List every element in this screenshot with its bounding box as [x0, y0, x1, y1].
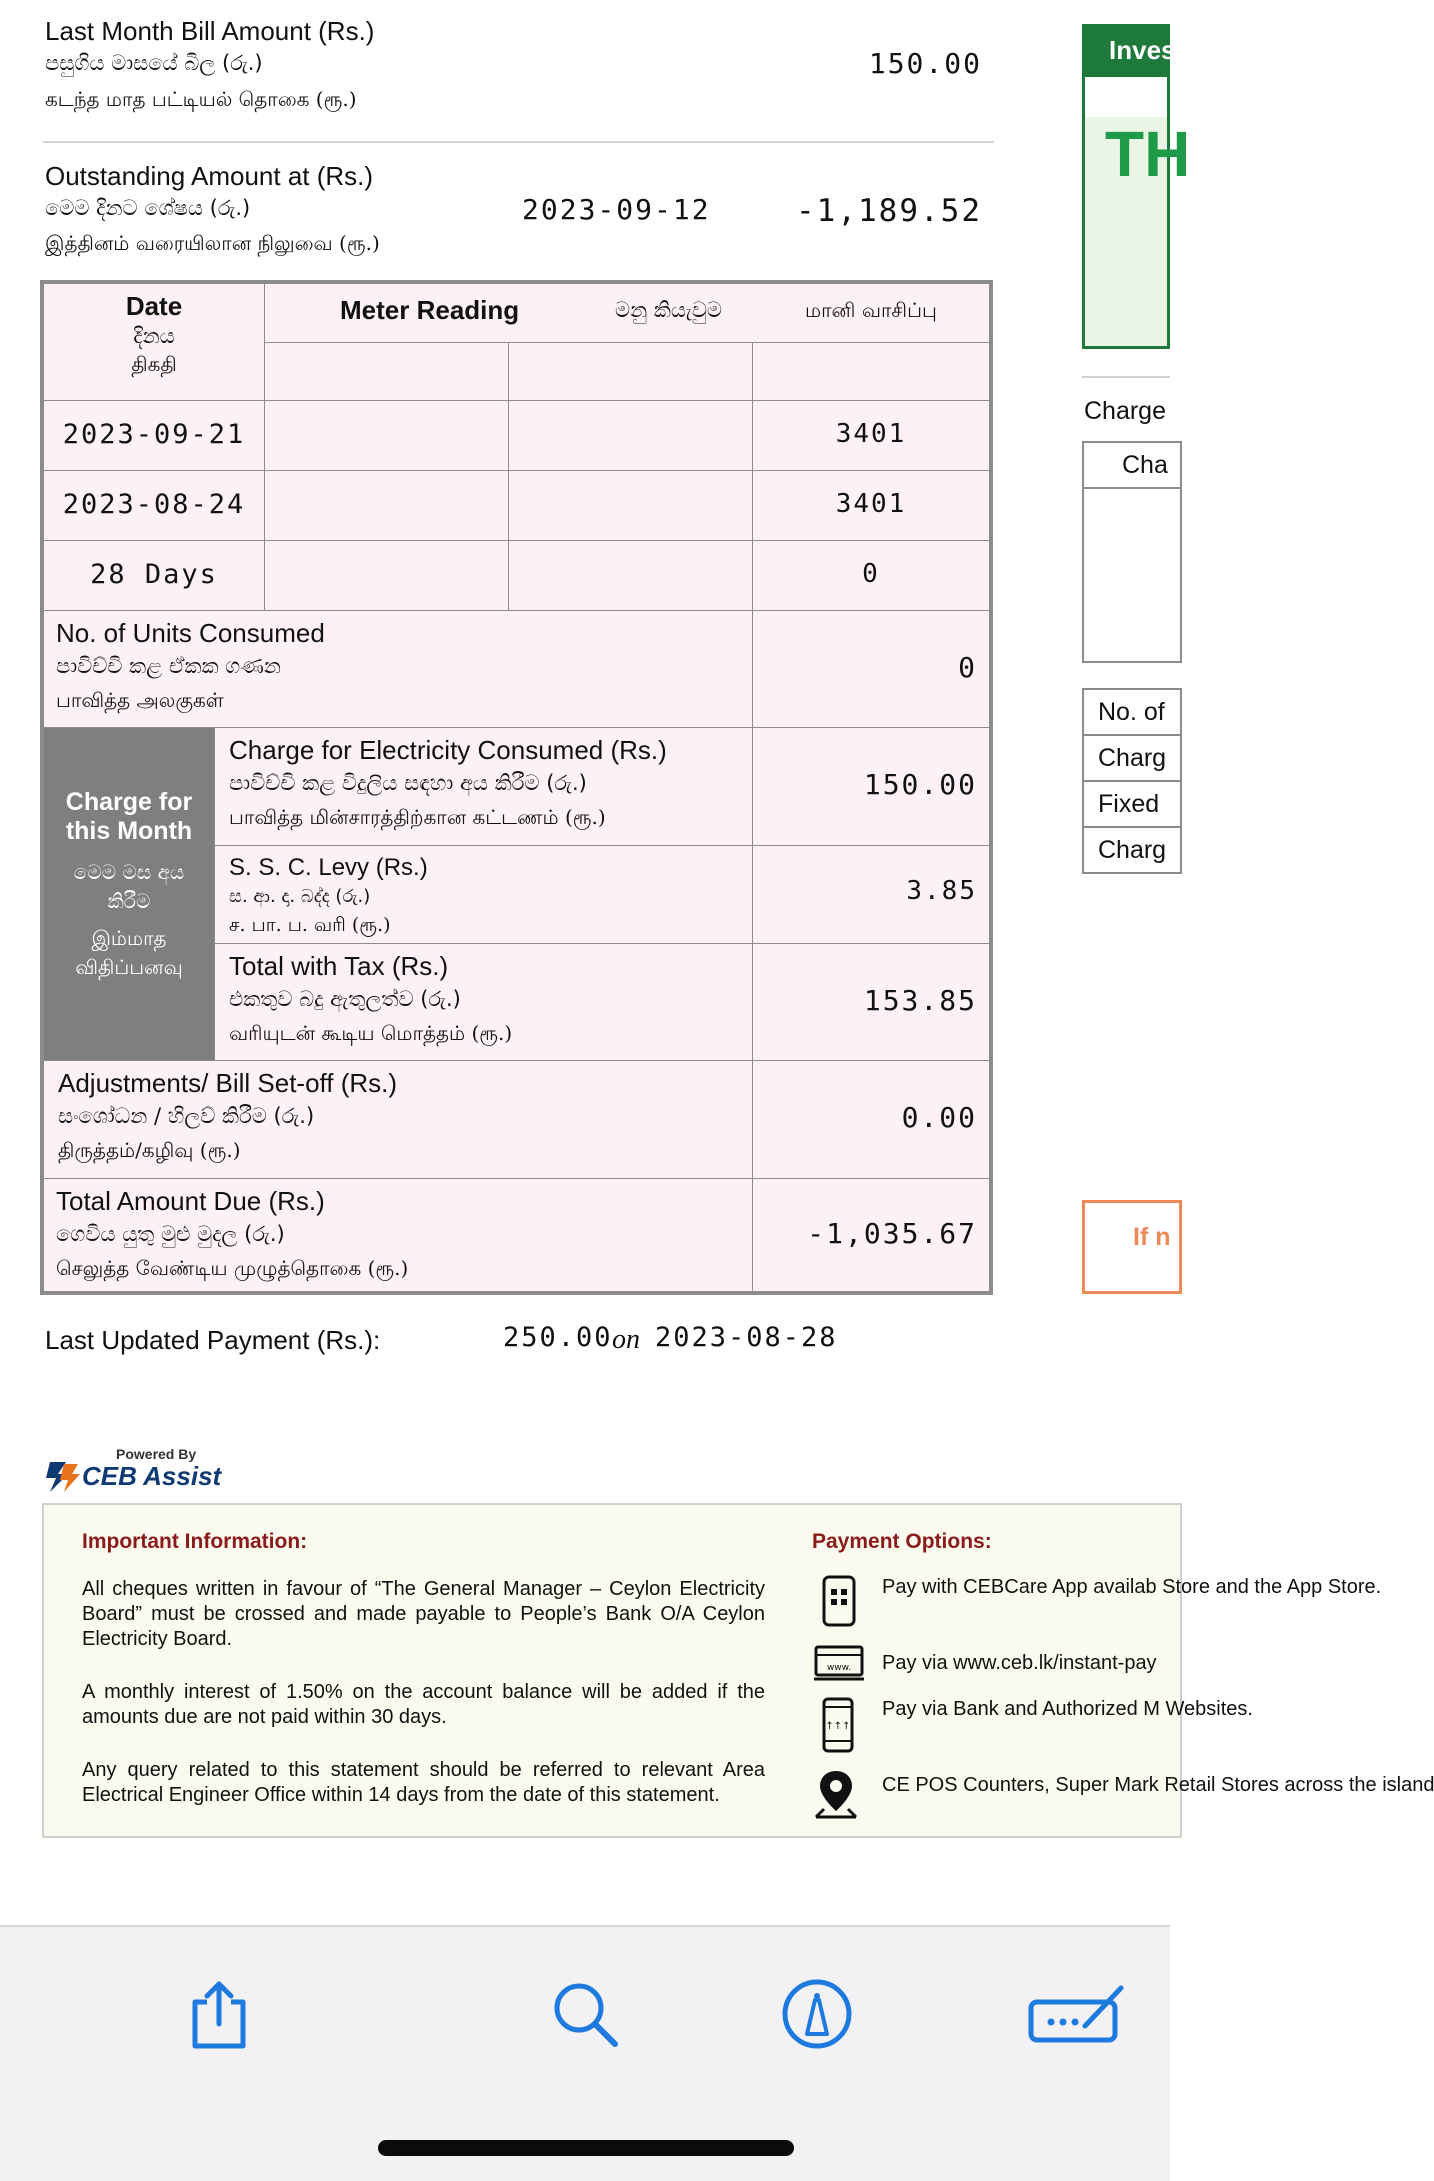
outstanding-date: 2023-09-12 — [522, 193, 711, 226]
outstanding-label-ta: இத்தினம் வரையிலான நிலுவை (ரூ.) — [45, 231, 380, 255]
info-panel — [42, 1503, 1434, 1838]
levy-label-cell — [214, 845, 753, 944]
meter-header-en: Meter Reading — [340, 295, 520, 325]
outstanding-label-en: Outstanding Amount at (Rs.) — [45, 161, 374, 191]
payment-option-text: Pay with CEBCare App availab Store and the App Store. — [882, 1576, 1382, 1598]
summary-row: Fixed — [1084, 782, 1180, 828]
last-payment-label: Last Updated Payment (Rs.): — [45, 1325, 381, 1355]
phone-banking-icon — [822, 1697, 854, 1753]
total-tax-value-cell — [752, 943, 990, 1061]
home-indicator[interactable] — [378, 2140, 794, 2156]
reading-days: 28 Days — [90, 559, 218, 590]
total-tax-label-ta: வரியுடன் கூடிய மொத்தம் (ரூ.) — [229, 1021, 513, 1045]
mobile-app-icon — [822, 1575, 856, 1627]
last-payment-on: on — [612, 1324, 640, 1355]
important-paragraph: A monthly interest of 1.50% on the account balance will be added if the amounts due are not paid within 30 days. — [82, 1681, 765, 1728]
last-month-value: 150.00 — [868, 47, 982, 80]
total-tax-label-en: Total with Tax (Rs.) — [229, 951, 449, 981]
meter-subcell — [508, 342, 753, 401]
important-paragraph: Any query related to this statement should be referred to relevant Area Electrical Engineer Office within 14 days from the date of this statement. — [82, 1759, 765, 1806]
divider — [43, 141, 994, 143]
reading-cell — [752, 400, 990, 471]
meter-header-cell — [264, 283, 990, 343]
empty-cell — [508, 400, 753, 471]
charges-summary-box — [1082, 688, 1182, 874]
payment-option-text: Pay via www.ceb.lk/instant-pay — [882, 1652, 1157, 1674]
adjustments-label-en: Adjustments/ Bill Set-off (Rs.) — [58, 1068, 398, 1098]
bottom-toolbar — [0, 1925, 1170, 2181]
banner-big-text: TH — [1105, 118, 1191, 190]
ceb-assist-logo — [44, 1446, 259, 1498]
powered-by-text: Powered By — [116, 1446, 197, 1462]
charge-month-label-en: Charge for this Month — [65, 788, 193, 845]
charge-value-cell — [752, 727, 990, 846]
payment-title: Payment Options: — [812, 1530, 992, 1553]
meter-subcell — [752, 342, 990, 401]
reading-cell — [752, 470, 990, 541]
date-cell — [43, 540, 265, 611]
charges-col-header: Cha — [1084, 443, 1180, 489]
total-due-label-ta: செலுத்த வேண்டிய முழுத்தொகை (ரூ.) — [56, 1256, 409, 1280]
charge-label-en: Charge for Electricity Consumed (Rs.) — [229, 735, 667, 765]
total-tax-value: 153.85 — [863, 984, 977, 1017]
empty-cell — [264, 540, 509, 611]
levy-label-en: S. S. C. Levy (Rs.) — [229, 854, 428, 881]
last-month-label-si: පසුගිය මාසයේ බිල (රු.) — [45, 51, 263, 75]
search-icon — [549, 1978, 621, 2050]
total-due-value-cell — [752, 1178, 990, 1292]
outstanding-value: -1,189.52 — [796, 193, 982, 229]
payment-option-text: CE POS Counters, Super Mark Retail Stores across the island — [882, 1774, 1434, 1796]
summary-row: Charg — [1098, 836, 1167, 864]
last-payment-date: 2023-08-28 — [655, 1322, 838, 1353]
total-due-label-cell — [43, 1178, 753, 1292]
units-value-cell — [752, 610, 990, 728]
adjustments-label-si: සංශෝධන / හිලව් කිරීම (රු.) — [58, 1104, 315, 1128]
adjustments-value-cell — [752, 1060, 990, 1179]
total-tax-label-si: එකතුව බදු ඇතුලත්ව (රු.) — [229, 987, 461, 1011]
www-icon — [814, 1645, 864, 1681]
date-header-ta: திகதி — [131, 352, 177, 376]
empty-cell — [264, 470, 509, 541]
date-header-en: Date — [125, 291, 183, 321]
charge-value: 150.00 — [863, 768, 977, 801]
units-label-si: පාවිච්චි කළ ඒකක ගණන — [56, 654, 281, 678]
adjustments-label-ta: திருத்தம்/கழிவு (ரூ.) — [58, 1138, 241, 1162]
units-value: 0 — [958, 651, 977, 684]
charges-label: Charge — [1084, 397, 1166, 425]
adjustments-label-cell — [43, 1060, 753, 1179]
payment-option-text: Pay via Bank and Authorized M Websites. — [882, 1698, 1253, 1720]
charge-label-cell — [214, 727, 753, 846]
date-cell — [43, 470, 265, 541]
fill-and-sign-button[interactable] — [1012, 1959, 1142, 2069]
levy-label-ta: ச. பா. ப. வரி (ரூ.) — [229, 914, 391, 936]
reading-cell — [752, 540, 990, 611]
important-paragraph: All cheques written in favour of “The General Manager – Ceylon Electricity Board” must be crossed and made payable to People’s Bank O/A Ceylon Electricity Board. — [82, 1578, 765, 1650]
brand-name: CEB Assist — [82, 1461, 222, 1491]
reading-diff: 0 — [862, 559, 880, 589]
total-due-value: -1,035.67 — [807, 1217, 977, 1250]
notice-box — [1082, 1200, 1182, 1294]
reading-value: 3401 — [835, 419, 907, 449]
charges-box — [1082, 441, 1182, 663]
lightning-logo-icon — [44, 1460, 84, 1494]
markup-pen-icon — [781, 1978, 853, 2050]
svg-text:↑↑↑: ↑↑↑ — [825, 1721, 851, 1732]
total-tax-label-cell — [214, 943, 753, 1061]
levy-value: 3.85 — [906, 876, 977, 906]
date-header-si: දිනය — [133, 324, 175, 348]
bill-table — [40, 280, 993, 1295]
date-cell — [43, 400, 265, 471]
banner-title: Inves — [1085, 27, 1167, 77]
summary-row: No. of — [1084, 690, 1180, 736]
last-month-label-en: Last Month Bill Amount (Rs.) — [45, 16, 375, 46]
units-label-en: No. of Units Consumed — [56, 618, 325, 648]
adjustments-value: 0.00 — [901, 1101, 977, 1134]
total-due-label-en: Total Amount Due (Rs.) — [56, 1186, 325, 1216]
important-title: Important Information: — [82, 1530, 308, 1553]
meter-header-si: මනු කියැවුම — [615, 298, 723, 322]
location-pin-icon — [812, 1767, 860, 1823]
empty-cell — [264, 400, 509, 471]
divider — [1082, 376, 1170, 378]
charge-month-label-si: මෙම මස අය කිරීම — [73, 860, 185, 913]
summary-row: Charg — [1084, 736, 1180, 782]
charge-month-label-ta: இம்மாத விதிப்பனவு — [75, 926, 183, 979]
share-button[interactable] — [164, 1959, 274, 2069]
outstanding-label-si: මෙම දිනට ශේෂය (රු.) — [45, 196, 251, 220]
share-icon — [187, 1978, 251, 2050]
investment-banner — [1082, 24, 1191, 349]
units-label-ta: பாவித்த அலகுகள் — [56, 688, 224, 712]
notice-text: If n — [1133, 1223, 1171, 1251]
charge-label-ta: பாவித்த மின்சாரத்திற்கான கட்டணம் (ரூ.) — [229, 805, 606, 829]
date-header-cell — [43, 283, 265, 401]
meter-header-ta: மானி வாசிப்பு — [805, 298, 937, 322]
charge-label-si: පාවිච්චි කළ විදුලිය සඳහා අය කිරීම (රු.) — [229, 771, 587, 795]
levy-value-cell — [752, 845, 990, 944]
reading-date: 2023-09-21 — [62, 419, 246, 450]
charge-month-side-label — [43, 727, 215, 1061]
total-due-label-si: ගෙවිය යුතු මුළු මුදල (රු.) — [56, 1222, 285, 1246]
reading-date: 2023-08-24 — [62, 489, 246, 520]
markup-button[interactable] — [762, 1959, 872, 2069]
units-label-cell — [43, 610, 753, 728]
empty-cell — [508, 470, 753, 541]
reading-value: 3401 — [835, 489, 907, 519]
last-month-label-ta: கடந்த மாத பட்டியல் தொகை (ரூ.) — [45, 87, 357, 111]
svg-text:www.: www. — [826, 1663, 852, 1673]
levy-label-si: ස. ආ. දා. බද්ද (රු.) — [229, 886, 371, 907]
empty-cell — [508, 540, 753, 611]
last-payment-amount: 250.00 — [503, 1322, 613, 1353]
search-button[interactable] — [530, 1959, 640, 2069]
fill-and-sign-icon — [1027, 1982, 1127, 2046]
meter-subcell — [264, 342, 509, 401]
